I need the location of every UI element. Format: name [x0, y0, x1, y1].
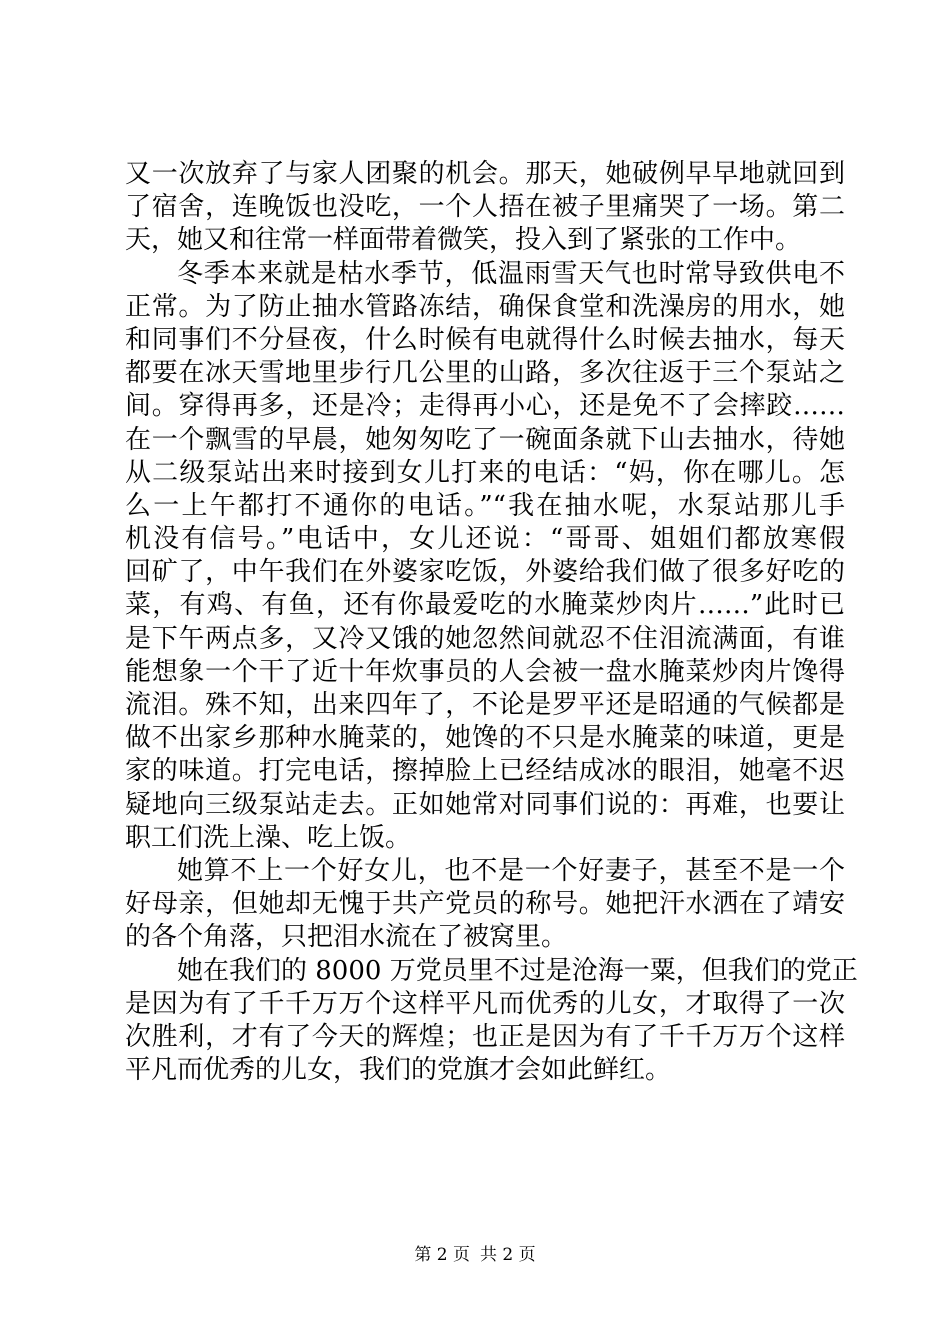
text-line: 机没有信号。”电话中，女儿还说：“哥哥、姐姐们都放寒假 [125, 524, 845, 555]
text-line: 都要在冰天雪地里步行几公里的山路，多次往返于三个泵站之 [125, 358, 845, 389]
paragraph [125, 158, 845, 258]
text-line: 是下午两点多，又冷又饿的她忽然间就忍不住泪流满面，有谁 [125, 623, 845, 654]
paragraph [125, 955, 858, 1088]
text-line: 流泪。殊不知，出来四年了，不论是罗平还是昭通的气候都是 [125, 690, 845, 720]
text-line: 从二级泵站出来时接到女儿打来的电话：“妈，你在哪儿。怎 [125, 457, 845, 488]
text-line: 好母亲，但她却无愧于共产党员的称号。她把汗水洒在了靖安 [125, 889, 845, 920]
text-line: 在一个飘雪的早晨，她匆匆吃了一碗面条就下山去抽水，待她 [125, 424, 845, 455]
text-line: 天，她又和往常一样面带着微笑，投入到了紧张的工作中。 [125, 225, 802, 256]
text-line: 她算不上一个好女儿，也不是一个好妻子，甚至不是一个 [177, 855, 845, 886]
text-line: 的各个角落，只把泪水流在了被窝里。 [125, 922, 568, 953]
page-total: 共 2 页 [480, 1245, 536, 1265]
text-line: 做不出家乡那种水腌菜的，她馋的不只是水腌菜的味道，更是 [125, 723, 845, 754]
text-line: 正常。为了防止抽水管路冻结，确保食堂和洗澡房的用水，她 [125, 291, 845, 322]
text-line: 又一次放弃了与家人团聚的机会。那天，她破例早早地就回到 [125, 159, 845, 189]
paragraph [125, 258, 845, 855]
text-line: 冬季本来就是枯水季节，低温雨雪天气也时常导致供电不 [177, 258, 845, 289]
page-footer [0, 1240, 950, 1265]
text-line: 家的味道。打完电话，擦掉脸上已经结成冰的眼泪，她毫不迟 [125, 756, 845, 787]
text-line: 菜，有鸡、有鱼，还有你最爱吃的水腌菜炒肉片……”此时已 [125, 590, 845, 621]
text-line: 次胜利，才有了今天的辉煌；也正是因为有了千千万万个这样 [125, 1021, 845, 1052]
text-line: 间。穿得再多，还是冷；走得再小心，还是免不了会摔跤…… [125, 391, 845, 422]
text-line: 疑地向三级泵站走去。正如她常对同事们说的：再难，也要让 [125, 789, 845, 820]
text-line: 回矿了，中午我们在外婆家吃饭，外婆给我们做了很多好吃的 [125, 557, 845, 588]
text-line: 能想象一个干了近十年炊事员的人会被一盘水腌菜炒肉片馋得 [125, 656, 845, 687]
document-body [125, 158, 858, 1087]
text-line: 么一上午都打不通你的电话。”“我在抽水呢，水泵站那儿手 [125, 490, 845, 521]
text-line: 了宿舍，连晚饭也没吃，一个人捂在被子里痛哭了一场。第二 [125, 192, 845, 223]
text-line: 平凡而优秀的儿女，我们的党旗才会如此鲜红。 [125, 1055, 672, 1086]
text-line: 和同事们不分昼夜，什么时候有电就得什么时候去抽水，每天 [125, 324, 845, 355]
text-line: 她在我们的 8000 万党员里不过是沧海一粟，但我们的党正 [177, 955, 858, 986]
text-line: 职工们洗上澡、吃上饭。 [125, 822, 412, 853]
page-number: 第 2 页 [414, 1245, 470, 1265]
text-line: 是因为有了千千万万个这样平凡而优秀的儿女，才取得了一次 [125, 988, 845, 1019]
paragraph [125, 855, 845, 955]
